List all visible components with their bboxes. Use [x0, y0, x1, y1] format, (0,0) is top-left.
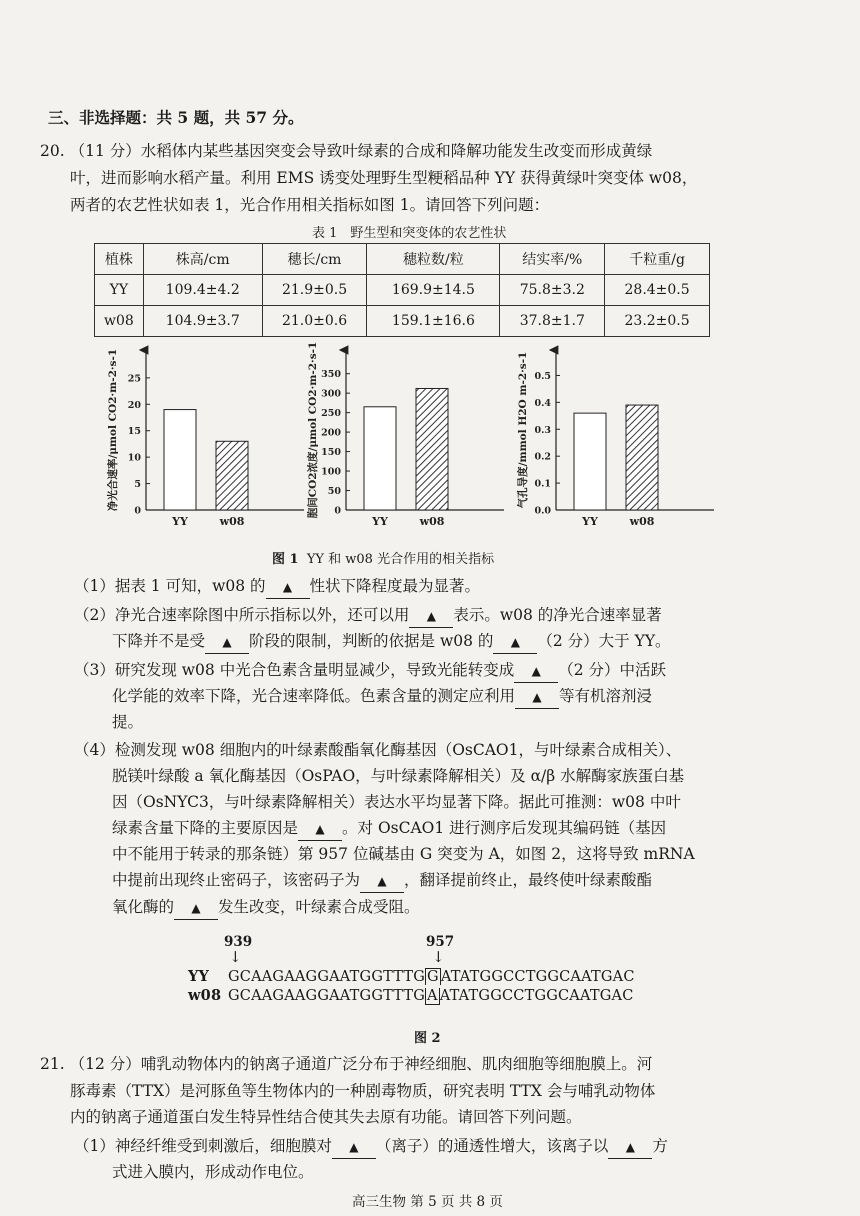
- stomatal-conductance-y-tick-label: 0.3: [534, 424, 551, 436]
- answer-blank[interactable]: ▲: [332, 1136, 376, 1159]
- position-957-arrow: ↓: [432, 948, 445, 966]
- q20-sub3-line1: [74, 659, 666, 683]
- sequence-suffix: ATATGGCCTGGCAATGAC: [440, 969, 635, 985]
- table-cell: 169.9±14.5: [367, 275, 500, 306]
- figure2: [0, 930, 860, 1046]
- intercellular-co2-bar-w08: [416, 388, 448, 510]
- text: 化学能的效率下降，光合速率降低。色素含量的测定应利用: [112, 687, 516, 705]
- q20-sub4-line4: [112, 817, 666, 841]
- stomatal-conductance-y-tick-label: 0.1: [534, 478, 551, 490]
- table-header-cell: 株高/cm: [143, 244, 262, 275]
- sequence-prefix: GCAAGAAGGAATGGTTTG: [228, 969, 426, 985]
- net-photosynthesis-bar-yy: [164, 410, 196, 510]
- table-cell: 37.8±1.7: [500, 306, 605, 337]
- figure1-charts: [0, 340, 860, 540]
- answer-blank[interactable]: ▲: [608, 1136, 652, 1159]
- answer-blank[interactable]: ▲: [266, 576, 310, 599]
- q20-intro-line1: 20. （11 分）水稻体内某些基因突变会导致叶绿素的合成和降解功能发生改变而形成黄绿: [40, 142, 653, 160]
- q20-sub4-line5: 中不能用于转录的那条链）第 957 位碱基由 G 突变为 A，如图 2，这将导致 mRNA: [112, 845, 695, 863]
- net-photosynthesis-y-tick-label: 0: [134, 505, 141, 517]
- page-footer: 高三生物 第 5 页 共 8 页: [352, 1194, 503, 1210]
- table-header-cell: 穗长/cm: [262, 244, 367, 275]
- mutation-site-box: A: [427, 988, 438, 1004]
- sequence-prefix: GCAAGAAGGAATGGTTTG: [228, 988, 426, 1004]
- table-cell: 23.2±0.5: [605, 306, 710, 337]
- table-row: [95, 275, 710, 306]
- q20-sub1: [74, 575, 480, 599]
- table-cell: YY: [95, 275, 144, 306]
- net-photosynthesis-y-tick-label: 15: [127, 426, 141, 438]
- q20-sub3-line3: 提。: [112, 713, 144, 731]
- text: （1）据表 1 可知，w08 的: [74, 577, 266, 595]
- answer-blank[interactable]: ▲: [515, 686, 559, 709]
- q20-sub3-line2: [112, 685, 652, 709]
- net-photosynthesis-y-tick-label: 25: [127, 373, 141, 385]
- table1: [94, 243, 710, 337]
- section-header: 三、非选择题：共 5 题，共 57 分。: [48, 108, 304, 127]
- net-photosynthesis-bar-w08: [216, 441, 248, 510]
- q20-sub2-line2: [112, 630, 671, 654]
- answer-blank[interactable]: ▲: [493, 631, 537, 654]
- table-header-row: [95, 244, 710, 275]
- text: （2 分）大于 YY。: [537, 632, 671, 650]
- stomatal-conductance-bar-yy: [574, 413, 606, 510]
- net-photosynthesis-y-tick-label: 10: [127, 452, 141, 464]
- net-photosynthesis-category-label: w08: [219, 515, 245, 528]
- stomatal-conductance-category-label: YY: [582, 515, 598, 528]
- q20-intro-line3: 两者的农艺性状如表 1，光合作用相关指标如图 1。请回答下列问题：: [70, 196, 550, 214]
- stomatal-conductance-y-tick-label: 0.4: [534, 397, 551, 409]
- sequence-suffix: ATATGGCCTGGCAATGAC: [439, 988, 634, 1004]
- text: ，翻译提前终止，最终使叶绿素酸酯: [404, 871, 653, 889]
- q20-sub4-line2: 脱镁叶绿酸 a 氧化酶基因（OsPAO，与叶绿素降解相关）及 α/β 水解酶家族蛋白基: [112, 767, 685, 785]
- text: 中提前出现终止密码子，该密码子为: [112, 871, 361, 889]
- answer-blank[interactable]: ▲: [360, 870, 404, 893]
- q21-line2: 豚毒素（TTX）是河豚鱼等生物体内的一种剧毒物质，研究表明 TTX 会与哺乳动物体: [70, 1082, 656, 1100]
- answer-blank[interactable]: ▲: [205, 631, 249, 654]
- net-photosynthesis-category-label: YY: [172, 515, 188, 528]
- figure1-caption-label: 图 1: [272, 552, 299, 567]
- q20-sub4-line1: （4）检测发现 w08 细胞内的叶绿素酸酯氧化酶基因（OsCAO1，与叶绿素合成相关）、: [74, 741, 682, 759]
- figure2-caption: 图 2: [414, 1031, 441, 1046]
- table-cell: 104.9±3.7: [143, 306, 262, 337]
- sequence-row-yy: [188, 968, 635, 985]
- text: 阶段的限制，判断的依据是 w08 的: [249, 632, 494, 650]
- net-photosynthesis-y-tick-label: 20: [127, 399, 141, 411]
- table-cell: 21.9±0.5: [262, 275, 367, 306]
- text: 氧化酶的: [112, 898, 175, 916]
- text: （3）研究发现 w08 中光合色素含量明显减少，导致光能转变成: [74, 661, 515, 679]
- text: 下降并不是受: [112, 632, 206, 650]
- strain-label-w08: w08: [188, 987, 222, 1004]
- text: 表示。w08 的净光合速率显著: [453, 606, 662, 624]
- q21-sub1-line1: [74, 1135, 668, 1159]
- stomatal-conductance-y-axis-label: 气孔导度/mmol H2O m-2·s-1: [517, 351, 529, 509]
- table-cell: 21.0±0.6: [262, 306, 367, 337]
- table-cell: 109.4±4.2: [143, 275, 262, 306]
- intercellular-co2-y-axis-label: 胞间CO2浓度/μmol CO2·m-2·s-1: [307, 341, 319, 519]
- intercellular-co2-bar-yy: [364, 407, 396, 510]
- table-cell: 28.4±0.5: [605, 275, 710, 306]
- intercellular-co2-category-label: w08: [419, 515, 445, 528]
- text: （1）神经纤维受到刺激后，细胞膜对: [74, 1137, 332, 1155]
- text: 等有机溶剂浸: [559, 687, 653, 705]
- intercellular-co2-y-tick-label: 150: [321, 447, 341, 459]
- intercellular-co2-y-tick-label: 350: [321, 369, 341, 381]
- table-header-cell: 穗粒数/粒: [367, 244, 500, 275]
- text: （离子）的通透性增大，该离子以: [375, 1137, 609, 1155]
- intercellular-co2-y-tick-label: 50: [327, 486, 341, 498]
- q20-intro-line2: 叶，进而影响水稻产量。利用 EMS 诱变处理野生型粳稻品种 YY 获得黄绿叶突变体 w08，: [70, 169, 698, 187]
- intercellular-co2-y-tick-label: 300: [321, 388, 341, 400]
- intercellular-co2-y-tick-label: 0: [334, 505, 341, 517]
- stomatal-conductance-bar-w08: [626, 405, 658, 510]
- text: （2）净光合速率除图中所示指标以外，还可以用: [74, 606, 410, 624]
- strain-label-yy: YY: [188, 968, 210, 985]
- mutation-site-box: G: [427, 969, 439, 985]
- table-header-cell: 植株: [95, 244, 144, 275]
- table-cell: 75.8±3.2: [500, 275, 605, 306]
- figure1-caption-text: YY 和 w08 光合作用的相关指标: [306, 552, 495, 567]
- position-939-arrow: ↓: [229, 948, 242, 966]
- table-header-cell: 结实率/%: [500, 244, 605, 275]
- q21-line3: 内的钠离子通道蛋白发生特异性结合使其失去原有功能。请回答下列问题。: [70, 1108, 582, 1126]
- position-957-label: 957: [426, 934, 455, 950]
- net-photosynthesis-y-tick-label: 5: [134, 479, 141, 491]
- position-939-label: 939: [224, 934, 253, 950]
- intercellular-co2-y-tick-label: 200: [321, 427, 341, 439]
- text: （2 分）中活跃: [558, 661, 667, 679]
- q21-line1: 21. （12 分）哺乳动物体内的钠离子通道广泛分布于神经细胞、肌肉细胞等细胞膜上。河: [40, 1055, 653, 1073]
- q20-sub4-line3: 因（OsNYC3，与叶绿素降解相关）表达水平均显著下降。据此可推测：w08 中叶: [112, 793, 681, 811]
- q21-sub1-line2: 式进入膜内，形成动作电位。: [112, 1163, 314, 1181]
- answer-blank[interactable]: ▲: [298, 818, 342, 841]
- answer-blank[interactable]: ▲: [514, 660, 558, 683]
- intercellular-co2-category-label: YY: [372, 515, 388, 528]
- q20-sub4-line6: [112, 869, 652, 893]
- stomatal-conductance-category-label: w08: [629, 515, 655, 528]
- table1-title: 表 1 野生型和突变体的农艺性状: [312, 226, 507, 241]
- stomatal-conductance-y-tick-label: 0.5: [534, 370, 551, 382]
- text: 发生改变，叶绿素合成受阻。: [218, 898, 420, 916]
- q20-sub4-line7: [112, 896, 420, 920]
- stomatal-conductance-y-tick-label: 0.0: [534, 505, 551, 517]
- q20-sub2-line1: [74, 604, 662, 628]
- text: 。对 OsCAO1 进行测序后发现其编码链（基因: [342, 819, 667, 837]
- table-header-cell: 千粒重/g: [605, 244, 710, 275]
- table-cell: w08: [95, 306, 144, 337]
- figure1-caption: [272, 548, 494, 567]
- answer-blank[interactable]: ▲: [409, 605, 453, 628]
- text: 方: [652, 1137, 668, 1155]
- table-cell: 159.1±16.6: [367, 306, 500, 337]
- stomatal-conductance-y-tick-label: 0.2: [534, 451, 551, 463]
- intercellular-co2-y-tick-label: 100: [321, 466, 341, 478]
- table-row: [95, 306, 710, 337]
- net-photosynthesis-y-axis-label: 净光合速率/μmol CO2·m-2·s-1: [107, 348, 119, 512]
- intercellular-co2-y-tick-label: 250: [321, 408, 341, 420]
- answer-blank[interactable]: ▲: [174, 897, 218, 920]
- sequence-row-w08: [188, 987, 633, 1004]
- text: 绿素含量下降的主要原因是: [112, 819, 299, 837]
- text: 性状下降程度最为显著。: [309, 577, 481, 595]
